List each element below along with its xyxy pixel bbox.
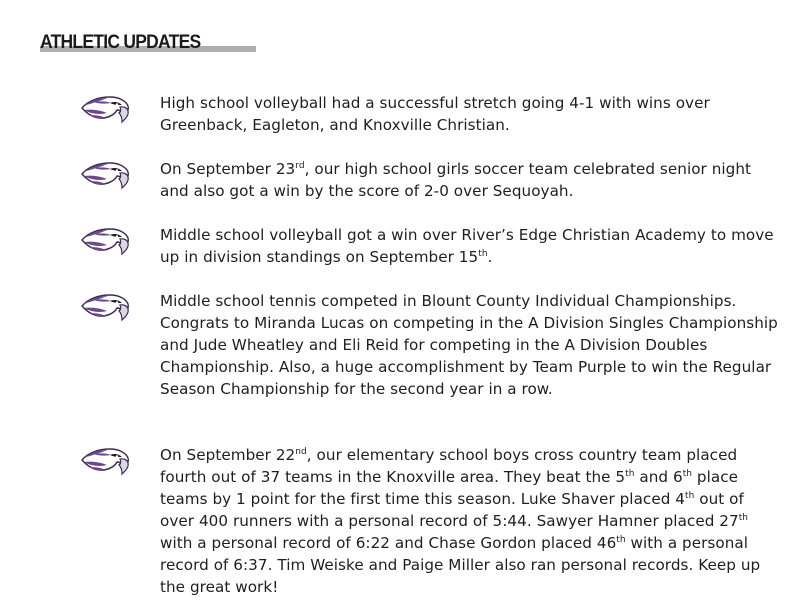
section-header [40, 32, 214, 54]
news-text: On September 22nd, our elementary school boys cross country team placed fourth out of 37 teams in the Knoxville area. They beat the 5th and 6th place teams by 1 point for the first time this season. Luke Shaver placed 4th out of over 400 runners with a personal record of 5:44. Sawyer Hamner placed 27th with a personal record of 6:22 and Chase Gordon placed 46th with a personal record of 6:37. Tim Weiske and Paige Miller also ran personal records. Keep up the great work! [160, 446, 761, 596]
news-text: On September 23rd, our high school girls soccer team celebrated senior night and also got a win by the score of 2-0 over Sequoyah. [160, 160, 752, 200]
news-text: High school volleyball had a successful stretch going 4-1 with wins over Greenback, Eagleton, and Knoxville Christian. [160, 94, 710, 134]
eagle-head-icon [80, 292, 130, 322]
eagle-head-icon [80, 446, 130, 476]
section-title: ATHLETIC UPDATES [40, 32, 201, 53]
eagle-head-icon [80, 226, 130, 256]
eagle-head-icon [80, 94, 130, 124]
news-text: Middle school tennis competed in Blount County Individual Championships. Congrats to Miranda Lucas on competing in the A Division Singles Championship and Jude Wheatley and Eli Reid for competing in the A Division Doubles Championship. Also, a huge accomplishment by Team Purple to win the Regular Season Championship for the second year in a row. [160, 292, 778, 398]
news-text: Middle school volleyball got a win over River’s Edge Christian Academy to move up in division standings on September 15th. [160, 226, 774, 266]
eagle-head-icon [80, 160, 130, 190]
